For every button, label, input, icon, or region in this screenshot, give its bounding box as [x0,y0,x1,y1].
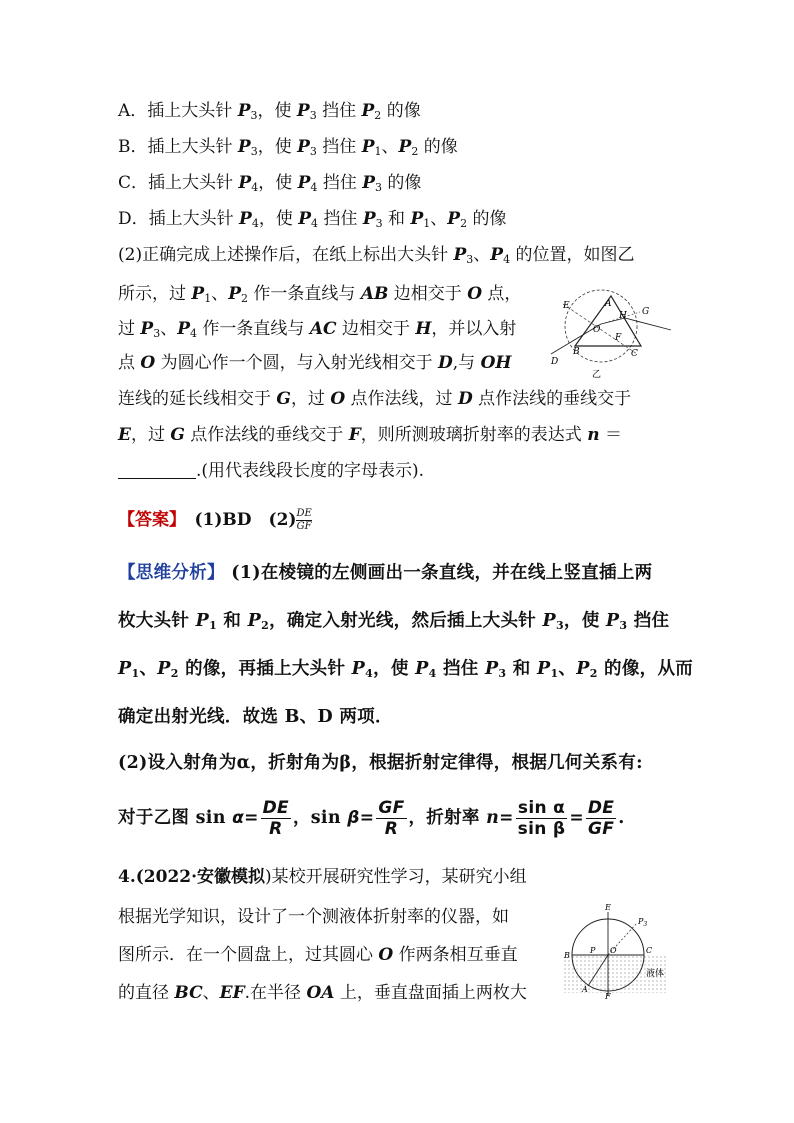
analysis-line-3: $P_1$、$P_2$ 的像，再插上大头针 $P_4$，使 $P_4$ 挡住 $P_3$ 和 $P_1$、$P_2$ 的像，从而 [118,659,694,680]
fig2-label-A: A [582,985,588,994]
analysis-line-5: (2)设入射角为α，折射角为β，根据折射定律得，根据几何关系有: [118,753,643,773]
fig1-label-B: B [573,347,580,357]
option-d: D．插上大头针 $P_4$，使 $P_4$ 挡住 $P_3$ 和 $P_1$、$P_2$ 的像 [118,209,507,230]
fig1-label-O: O [593,325,601,335]
fig1-label-H: H [619,311,627,321]
q2-line-5: 连线的延长线相交于 G，过 O 点作法线，过 D 点作法线的垂线交于 [118,389,632,409]
q2-line-4: 点 O 为圆心作一个圆，与入射光线相交于 D,与 OH [118,353,512,373]
q2-line-6: E，过 G 点作法线的垂线交于 F，则所测玻璃折射率的表达式 n ＝ [118,425,622,445]
fig1-label-E: E [563,301,570,311]
frac-de-gf: $\frac{DE}{GF}$ [587,798,615,839]
answer-line: 【答案】 (1)BD (2) $\frac{DE}{GF}$ [118,508,312,532]
fig1-label-D: D [551,357,559,367]
q4-line-1: 4.(2022·安徽模拟)某校开展研究性学习，某研究小组 [118,867,527,887]
answer-fraction: $\frac{DE}{GF}$ [296,508,312,532]
fig1-label-F: F [615,333,622,343]
q2-line-1: (2)正确完成上述操作后，在纸上标出大头针 $P_3$、$P_4$ 的位置，如图乙 [118,245,635,266]
q4-line-4: 的直径 BC、EF.在半径 OA 上，垂直盘面插上两枚大 [118,983,527,1003]
q4-line-2: 根据光学知识，设计了一个测液体折射率的仪器，如 [118,907,509,927]
answer-blank [118,462,196,479]
analysis-line-2: 枚大头针 $P_1$ 和 $P_2$，确定入射光线，然后插上大头针 $P_3$，使 $P_3$ 挡住 [118,611,670,632]
fig1-label-A: A [605,299,612,309]
fig2-label-C: C [646,946,653,955]
fig2-label-P3: $P_3$ [638,917,648,928]
option-b: B．插上大头针 $P_3$，使 $P_3$ 挡住 $P_1$、$P_2$ 的像 [118,137,458,158]
frac-sin: $\frac{\text{sin α}}{\text{sin β}}$ [517,798,566,839]
q2-line-7: .(用代表线段长度的字母表示). [118,460,424,482]
analysis-line-6: 对于乙图 sin α= $\frac{DE}{R}$ ，sin β= $\frac{GF}{R}$ ，折射率 n= $\frac{\text{sin α}}{\text{sin β}}$ = $\frac{DE}{GF}$ . [118,798,625,839]
option-a: A．插上大头针 $P_3$，使 $P_3$ 挡住 $P_2$ 的像 [118,101,421,122]
fig2-label-O: O [610,946,617,955]
frac-gf-r: $\frac{GF}{R}$ [378,798,405,839]
figure-liquid-disc [560,900,672,1000]
fig1-label-C: C [631,349,638,359]
q4-line-3: 图所示．在一个圆盘上，过其圆心 O 作两条相互垂直 [118,945,518,965]
fig2-label-B: B [564,951,570,960]
frac-de-r: $\frac{DE}{R}$ [262,798,289,839]
analysis-line-4: 确定出射光线．故选 B、D 两项． [118,707,393,727]
figure-prism [545,288,675,378]
fig2-label-E: E [605,903,611,912]
q2-line-3: 过 $P_3$、$P_4$ 作一条直线与 AC 边相交于 H，并以入射 [118,319,517,340]
fig2-label-liquid: 液体 [646,969,665,979]
fig2-label-P: P [590,946,596,955]
fig1-label-G: G [642,307,650,317]
fig1-exit-ray [625,318,671,330]
option-c: C．插上大头针 $P_4$，使 $P_4$ 挡住 $P_3$ 的像 [118,173,422,194]
analysis-line-1: 【思维分析】 (1)在棱镜的左侧画出一条直线，并在线上竖直插上两 [118,563,653,583]
fig1-caption: 乙 [592,370,602,378]
fig2-label-F: F [605,992,611,1000]
q2-line-2: 所示，过 $P_1$、$P_2$ 作一条直线与 AB 边相交于 O 点， [118,284,522,305]
